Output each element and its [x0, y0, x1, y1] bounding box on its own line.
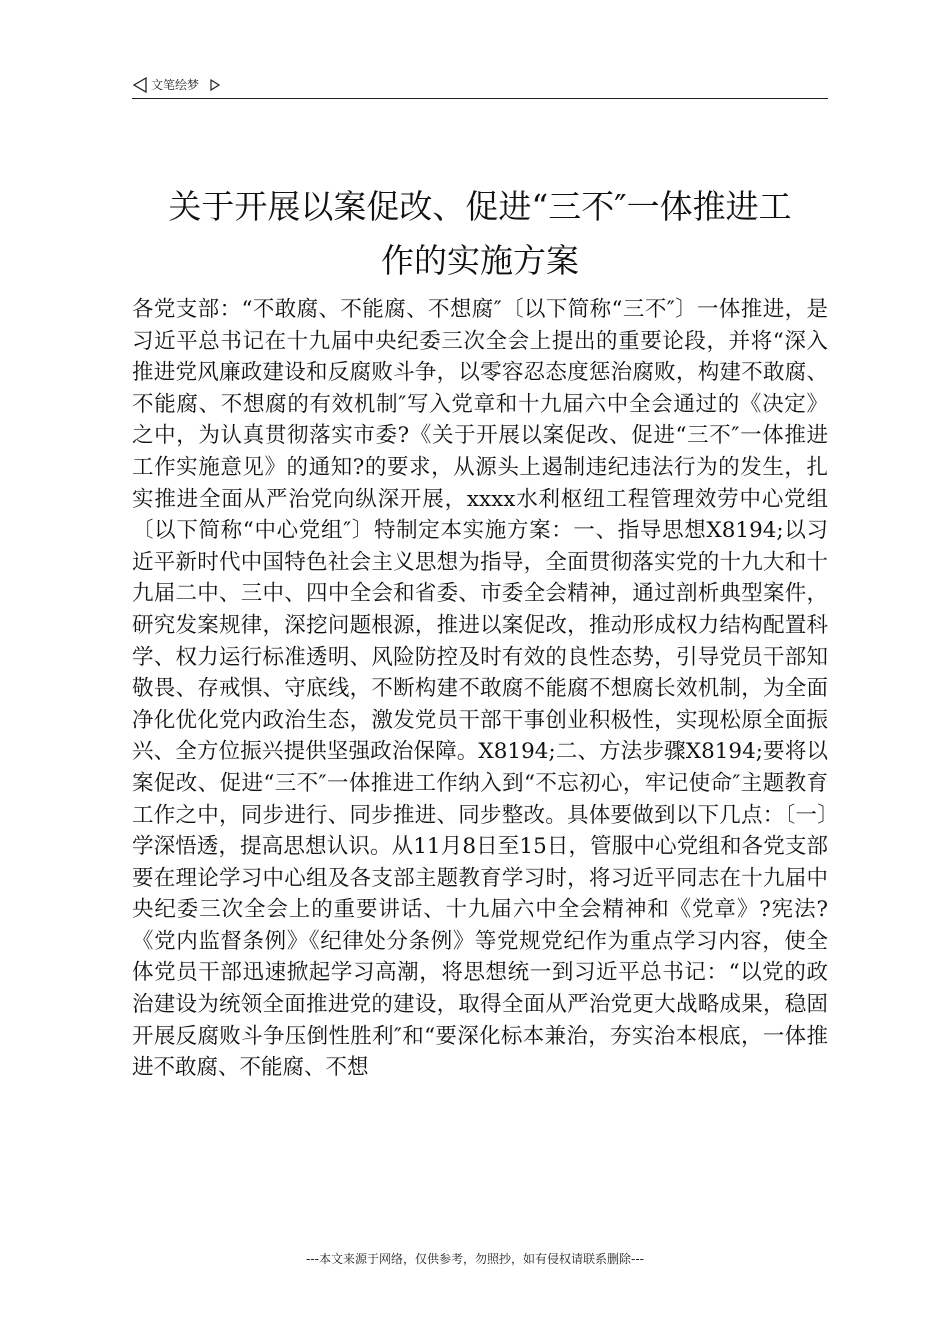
triangle-left-icon [132, 77, 148, 93]
brand-name: 文笔绘梦 [151, 78, 200, 92]
title-line-2: 作的实施方案 [381, 241, 579, 280]
page-footer-notice: ---本文来源于网络，仅供参考，勿照抄，如有侵权请联系删除--- [306, 1252, 644, 1266]
document-title [132, 180, 828, 288]
title-line-1: 关于开展以案促改、促进“三不″一体推进工 [168, 187, 792, 226]
page-header [132, 70, 828, 99]
document-body: 各党支部：“不敢腐、不能腐、不想腐″〔以下简称“三不″〕一体推进，是习近平总书记在十九届中央纪委三次全会上提出的重要论段，并将“深入推进党风廉政建设和反腐败斗争，以零容忍态度惩治腐败，构建不敢腐、不能腐、不想腐的有效机制″写入党章和十九届六中全会通过的《决定》之中，为认真贯彻落实市委?《关于开展以案促改、促进“三不″一体推进工作实施意见》的通知?的要求，从源头上遏制违纪违法行为的发生，扎实推进全面从严治党向纵深开展，xxxx水利枢纽工程管理效劳中心党组〔以下简称“中心党组″〕特制定本实施方案：一、指导思想X8194;以习近平新时代中国特色社会主义思想为指导，全面贯彻落实党的十九大和十九届二中、三中、四中全会和省委、市委全会精神，通过剖析典型案件，研究发案规律，深挖问题根源，推进以案促改，推动形成权力结构配置科学、权力运行标准透明、风险防控及时有效的良性态势，引导党员干部知敬畏、存戒惧、守底线，不断构建不敢腐不能腐不想腐长效机制，为全面净化优化党内政治生态，激发党员干部干事创业积极性，实现松原全面振兴、全方位振兴提供坚强政治保障。X8194;二、方法步骤X8194;要将以案促改、促进“三不″一体推进工作纳入到“不忘初心，牢记使命″主题教育工作之中，同步进行、同步推进、同步整改。具体要做到以下几点：〔一〕学深悟透，提高思想认识。从11月8日至15日，管服中心党组和各党支部要在理论学习中心组及各支部主题教育学习时，将习近平同志在十九届中央纪委三次全会上的重要讲话、十九届六中全会精神和《党章》?宪法?《党内监督条例》《纪律处分条例》等党规党纪作为重点学习内容，使全体党员干部迅速掀起学习高潮，将思想统一到习近平总书记：“以党的政治建设为统领全面推进党的建设，取得全面从严治党更大战略成果，稳固开展反腐败斗争压倒性胜利″和“要深化标本兼治，夯实治本根底，一体推进不敢腐、不能腐、不想 [132, 297, 828, 1081]
header-brand [132, 76, 221, 93]
triangle-right-icon [209, 78, 221, 92]
